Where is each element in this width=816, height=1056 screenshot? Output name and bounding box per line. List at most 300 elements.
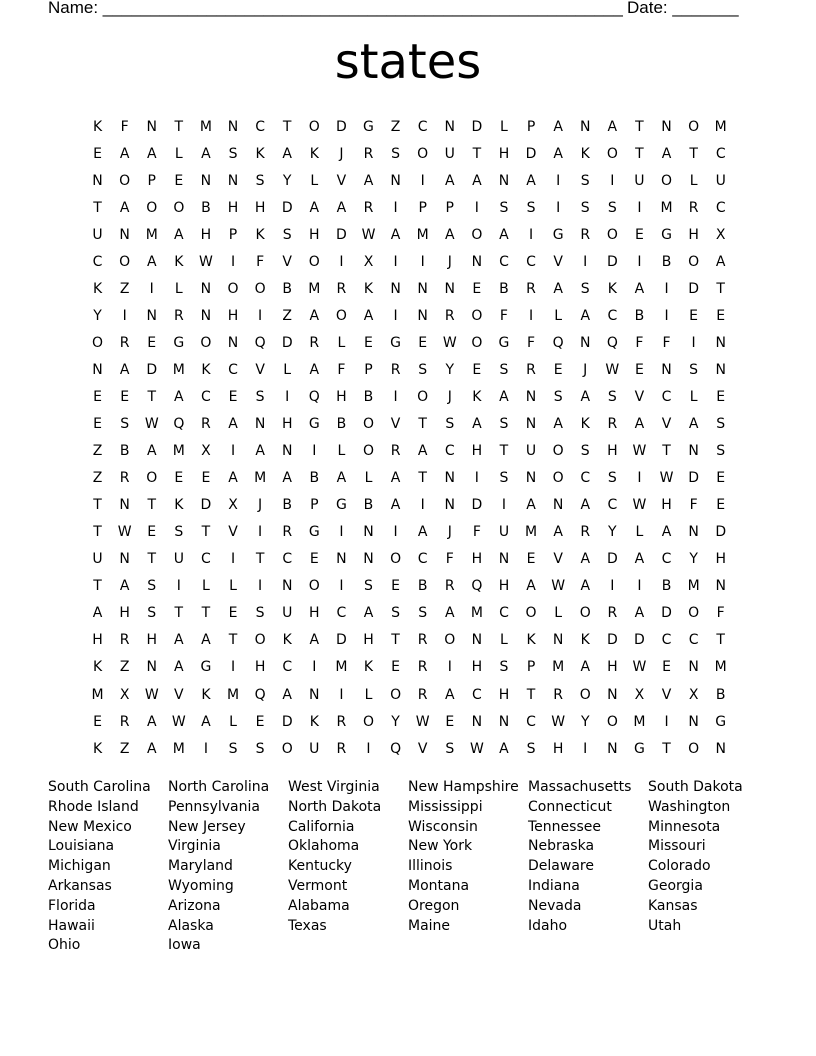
word-bank-item: North Dakota	[288, 798, 382, 815]
grid-letter: M	[687, 578, 700, 595]
grid-letter: B	[661, 253, 672, 270]
grid-letter: A	[119, 578, 130, 595]
grid-letter: H	[471, 443, 483, 460]
grid-letter: R	[417, 659, 428, 676]
grid-letter: A	[363, 307, 374, 324]
grid-letter: C	[499, 605, 509, 622]
grid-letter: P	[364, 361, 373, 378]
grid-letter: A	[336, 470, 347, 487]
grid-letter: C	[526, 713, 536, 730]
grid-letter: H	[200, 226, 212, 243]
grid-letter: G	[715, 713, 727, 730]
grid-letter: T	[391, 632, 400, 649]
grid-letter: A	[472, 172, 482, 189]
grid-letter: E	[418, 334, 428, 351]
grid-letter: A	[174, 659, 184, 676]
grid-letter: K	[92, 740, 103, 757]
grid-letter: V	[336, 172, 347, 189]
grid-letter: K	[282, 632, 292, 649]
grid-letter: O	[119, 172, 131, 189]
word-bank-item: Kentucky	[288, 858, 352, 875]
grid-letter: O	[471, 334, 483, 351]
grid-letter: X	[201, 443, 211, 460]
grid-letter: I	[610, 578, 615, 595]
grid-letter: I	[258, 307, 263, 324]
grid-letter: F	[499, 307, 508, 324]
grid-letter: D	[688, 470, 699, 487]
grid-letter: U	[282, 605, 293, 622]
grid-letter: A	[336, 199, 347, 216]
grid-letter: F	[635, 334, 644, 351]
grid-letter: T	[716, 280, 725, 297]
grid-letter: W	[117, 524, 132, 541]
grid-letter: N	[146, 659, 157, 676]
grid-letter: F	[445, 551, 454, 568]
grid-letter: I	[501, 497, 507, 514]
grid-letter: A	[282, 686, 292, 703]
letter-grid	[84, 113, 734, 762]
grid-letter: W	[171, 713, 186, 730]
grid-letter: T	[174, 118, 184, 135]
word-bank-item: South Dakota	[648, 779, 743, 795]
grid-letter: P	[228, 226, 238, 243]
grid-letter: N	[200, 307, 212, 324]
grid-letter: R	[119, 632, 130, 649]
grid-letter: D	[471, 118, 483, 135]
grid-letter: L	[337, 334, 346, 351]
grid-letter: D	[281, 713, 293, 730]
grid-letter: T	[93, 578, 102, 595]
grid-letter: O	[417, 388, 429, 405]
grid-letter: B	[661, 578, 672, 595]
grid-letter: E	[147, 524, 157, 541]
grid-letter: Q	[390, 740, 402, 757]
grid-letter: D	[471, 497, 483, 514]
grid-letter: A	[282, 145, 292, 162]
grid-letter: M	[525, 524, 538, 541]
grid-letter: E	[364, 334, 373, 351]
grid-letter: T	[201, 605, 211, 622]
grid-letter: H	[227, 307, 239, 324]
word-bank	[48, 778, 768, 956]
word-bank-item: Arkansas	[48, 877, 112, 894]
grid-letter: S	[255, 388, 265, 405]
grid-letter: N	[417, 307, 428, 324]
grid-letter: I	[420, 172, 425, 189]
grid-letter: P	[526, 659, 536, 676]
grid-letter: V	[661, 416, 672, 433]
grid-letter: D	[715, 524, 727, 541]
grid-letter: N	[444, 118, 455, 135]
grid-letter: I	[664, 307, 669, 324]
grid-letter: G	[200, 659, 212, 676]
grid-letter: E	[228, 605, 238, 622]
grid-letter: B	[119, 443, 130, 460]
grid-letter: E	[716, 470, 726, 487]
grid-letter: R	[417, 632, 428, 649]
word-bank-item: Florida	[48, 897, 96, 914]
grid-letter: I	[230, 551, 236, 568]
grid-letter: C	[444, 443, 455, 460]
grid-letter: O	[417, 145, 429, 162]
grid-letter: A	[174, 226, 184, 243]
grid-letter: K	[174, 253, 184, 270]
grid-letter: N	[444, 497, 455, 514]
grid-letter: R	[580, 524, 591, 541]
date-field-label: Date: _______	[627, 0, 739, 17]
grid-letter: N	[579, 334, 591, 351]
grid-letter: N	[715, 334, 726, 351]
grid-letter: A	[174, 388, 184, 405]
grid-letter: K	[201, 686, 211, 703]
grid-letter: M	[172, 443, 185, 460]
grid-letter: S	[716, 443, 726, 460]
grid-letter: L	[500, 632, 508, 649]
grid-letter: R	[553, 686, 563, 703]
grid-letter: P	[526, 118, 536, 135]
grid-letter: E	[120, 388, 130, 405]
grid-letter: W	[659, 470, 674, 487]
word-bank-item: Alaska	[168, 917, 214, 934]
grid-letter: T	[716, 632, 725, 649]
grid-letter: D	[336, 632, 347, 649]
grid-letter: N	[525, 388, 537, 405]
grid-letter: D	[336, 118, 347, 135]
grid-letter: I	[393, 307, 398, 324]
grid-letter: E	[716, 497, 726, 514]
grid-letter: I	[393, 388, 398, 405]
grid-letter: E	[634, 361, 644, 378]
grid-letter: N	[363, 524, 374, 541]
grid-letter: O	[200, 334, 212, 351]
grid-letter: U	[444, 145, 455, 162]
grid-letter: N	[200, 172, 212, 189]
grid-letter: J	[447, 253, 452, 270]
grid-letter: E	[553, 361, 563, 378]
grid-letter: H	[309, 226, 320, 243]
grid-letter: T	[472, 145, 482, 162]
grid-letter: C	[607, 307, 618, 324]
word-bank-item: Georgia	[648, 877, 703, 894]
grid-letter: T	[147, 388, 157, 405]
grid-letter: F	[527, 334, 536, 351]
grid-letter: M	[172, 361, 185, 378]
grid-letter: W	[144, 416, 159, 433]
grid-letter: B	[282, 497, 292, 514]
grid-letter: I	[664, 280, 669, 297]
grid-letter: L	[202, 578, 210, 595]
grid-letter: G	[308, 524, 320, 541]
word-bank-item: New Jersey	[168, 818, 246, 835]
grid-letter: T	[147, 497, 157, 514]
grid-letter: H	[92, 632, 103, 649]
grid-letter: C	[282, 551, 293, 568]
grid-letter: H	[119, 605, 130, 622]
grid-letter: Y	[93, 307, 102, 324]
grid-letter: F	[256, 253, 265, 270]
grid-letter: D	[606, 551, 618, 568]
grid-letter: E	[228, 388, 238, 405]
grid-letter: A	[390, 470, 401, 487]
grid-letter: Y	[608, 524, 617, 541]
grid-letter: M	[714, 659, 727, 676]
grid-letter: B	[715, 686, 726, 703]
grid-letter: N	[471, 253, 483, 270]
grid-letter: Q	[308, 388, 320, 405]
grid-letter: A	[580, 497, 591, 514]
grid-letter: S	[418, 361, 428, 378]
grid-letter: M	[226, 686, 240, 703]
word-bank-item: Wisconsin	[408, 818, 478, 835]
grid-letter: O	[688, 118, 700, 135]
grid-letter: S	[526, 740, 536, 757]
grid-letter: M	[254, 470, 267, 487]
grid-letter: E	[526, 551, 536, 568]
grid-letter: S	[120, 416, 130, 433]
grid-letter: X	[634, 686, 645, 703]
grid-letter: C	[336, 605, 347, 622]
grid-letter: Z	[282, 307, 292, 324]
grid-letter: S	[147, 578, 157, 595]
grid-letter: P	[147, 172, 156, 189]
grid-letter: O	[362, 443, 374, 460]
grid-letter: A	[580, 551, 591, 568]
grid-letter: W	[605, 361, 620, 378]
grid-letter: Q	[254, 686, 266, 703]
grid-letter: G	[363, 118, 374, 135]
grid-letter: V	[390, 416, 401, 433]
grid-letter: G	[308, 416, 320, 433]
grid-letter: N	[715, 740, 726, 757]
grid-letter: N	[688, 524, 699, 541]
grid-letter: T	[662, 443, 671, 460]
grid-letter: I	[339, 578, 344, 595]
grid-letter: O	[688, 740, 700, 757]
grid-letter: D	[146, 361, 158, 378]
grid-letter: I	[610, 172, 615, 189]
grid-letter: I	[637, 578, 642, 595]
grid-letter: A	[580, 388, 591, 405]
grid-letter: I	[583, 253, 588, 270]
grid-letter: O	[688, 253, 700, 270]
grid-letter: S	[716, 416, 726, 433]
grid-letter: I	[230, 253, 236, 270]
word-bank-item: Maine	[408, 917, 451, 934]
grid-letter: K	[607, 280, 617, 297]
grid-letter: H	[281, 416, 293, 433]
grid-letter: B	[634, 307, 645, 324]
grid-letter: C	[607, 497, 618, 514]
grid-letter: A	[526, 578, 536, 595]
grid-letter: N	[444, 280, 455, 297]
grid-letter: I	[339, 686, 344, 703]
grid-letter: N	[146, 307, 157, 324]
grid-letter: M	[552, 659, 565, 676]
grid-letter: T	[418, 470, 427, 487]
grid-letter: B	[282, 280, 292, 297]
grid-letter: S	[282, 226, 292, 243]
grid-letter: D	[634, 632, 645, 649]
grid-letter: S	[418, 605, 428, 622]
grid-letter: G	[552, 226, 564, 243]
grid-letter: U	[498, 524, 510, 541]
word-bank-item: Nebraska	[528, 838, 595, 855]
grid-letter: J	[447, 388, 452, 405]
grid-letter: A	[201, 145, 211, 162]
grid-letter: S	[499, 470, 509, 487]
grid-letter: W	[469, 740, 484, 757]
grid-letter: V	[417, 740, 428, 757]
grid-letter: A	[580, 307, 591, 324]
grid-letter: H	[471, 659, 483, 676]
grid-letter: E	[93, 416, 102, 433]
grid-letter: L	[554, 605, 563, 622]
grid-letter: N	[390, 280, 401, 297]
grid-letter: H	[146, 632, 157, 649]
grid-letter: N	[498, 713, 510, 730]
grid-letter: A	[634, 280, 645, 297]
grid-letter: S	[580, 443, 590, 460]
grid-letter: O	[92, 334, 104, 351]
grid-letter: A	[309, 361, 320, 378]
grid-letter: C	[255, 118, 265, 135]
grid-letter: I	[420, 497, 425, 514]
grid-letter: M	[145, 226, 158, 243]
grid-letter: P	[445, 199, 454, 216]
grid-letter: A	[444, 226, 455, 243]
grid-letter: S	[255, 740, 265, 757]
grid-letter: I	[637, 253, 642, 270]
grid-letter: E	[472, 280, 482, 297]
grid-letter: M	[660, 199, 673, 216]
grid-letter: A	[634, 551, 645, 568]
grid-letter: K	[201, 361, 211, 378]
word-bank-item: Indiana	[528, 877, 580, 894]
grid-letter: B	[363, 388, 374, 405]
grid-letter: T	[418, 416, 427, 433]
grid-letter: O	[227, 280, 239, 297]
grid-letter: N	[92, 172, 103, 189]
grid-letter: M	[172, 740, 185, 757]
word-bank-item: Tennessee	[528, 818, 601, 835]
grid-letter: N	[688, 443, 699, 460]
grid-letter: T	[282, 118, 292, 135]
grid-letter: A	[499, 740, 509, 757]
grid-letter: A	[553, 524, 563, 541]
grid-letter: N	[119, 226, 130, 243]
grid-letter: O	[146, 199, 158, 216]
grid-letter: C	[417, 551, 428, 568]
grid-letter: X	[688, 686, 699, 703]
grid-letter: A	[119, 361, 130, 378]
grid-letter: K	[255, 145, 265, 162]
word-bank-item: Vermont	[288, 877, 348, 894]
grid-letter: S	[499, 199, 509, 216]
grid-letter: R	[390, 443, 401, 460]
grid-letter: K	[92, 280, 103, 297]
grid-letter: G	[390, 334, 401, 351]
grid-letter: A	[201, 713, 211, 730]
grid-letter: N	[227, 172, 239, 189]
grid-letter: D	[688, 280, 699, 297]
grid-letter: B	[309, 470, 320, 487]
grid-letter: N	[552, 497, 564, 514]
grid-letter: V	[661, 686, 672, 703]
word-bank-item: West Virginia	[288, 779, 380, 795]
page-title: states	[334, 34, 482, 90]
grid-letter: A	[228, 470, 238, 487]
grid-letter: F	[120, 118, 129, 135]
grid-letter: A	[499, 226, 509, 243]
grid-letter: A	[553, 145, 563, 162]
grid-letter: Z	[119, 280, 130, 297]
grid-letter: Q	[606, 334, 618, 351]
grid-letter: G	[335, 497, 347, 514]
grid-letter: R	[336, 713, 347, 730]
grid-letter: S	[553, 388, 563, 405]
grid-letter: X	[228, 497, 238, 514]
grid-letter: E	[391, 659, 400, 676]
grid-letter: A	[390, 497, 401, 514]
grid-letter: O	[579, 686, 591, 703]
grid-letter: H	[498, 145, 510, 162]
word-bank-item: Utah	[648, 917, 682, 934]
grid-letter: B	[336, 416, 347, 433]
grid-letter: A	[146, 253, 157, 270]
grid-letter: A	[228, 416, 238, 433]
grid-letter: O	[390, 551, 402, 568]
grid-letter: V	[255, 361, 265, 378]
grid-letter: D	[281, 199, 293, 216]
grid-letter: S	[174, 524, 184, 541]
word-bank-item: Illinois	[408, 858, 453, 875]
grid-letter: R	[119, 334, 130, 351]
grid-letter: H	[309, 605, 320, 622]
grid-letter: I	[339, 524, 344, 541]
grid-letter: N	[579, 118, 591, 135]
grid-letter: A	[607, 118, 618, 135]
grid-letter: V	[553, 253, 563, 270]
grid-letter: R	[309, 334, 320, 351]
word-bank-item: Kansas	[648, 897, 698, 914]
grid-letter: W	[144, 686, 159, 703]
grid-letter: C	[580, 470, 591, 487]
grid-letter: N	[119, 551, 130, 568]
grid-letter: K	[309, 145, 319, 162]
grid-letter: T	[689, 145, 698, 162]
grid-letter: A	[309, 307, 320, 324]
grid-letter: S	[689, 361, 699, 378]
grid-letter: A	[553, 118, 563, 135]
grid-letter: W	[632, 497, 647, 514]
grid-letter: K	[174, 497, 184, 514]
grid-letter: R	[363, 199, 374, 216]
grid-letter: A	[119, 145, 130, 162]
word-bank-item: New York	[408, 838, 473, 855]
grid-letter: L	[229, 713, 237, 730]
grid-letter: S	[255, 172, 265, 189]
grid-letter: S	[499, 416, 509, 433]
grid-letter: A	[146, 713, 157, 730]
grid-letter: N	[281, 578, 293, 595]
grid-letter: N	[715, 578, 726, 595]
grid-letter: R	[336, 280, 347, 297]
grid-letter: I	[447, 659, 452, 676]
grid-letter: E	[147, 334, 157, 351]
grid-letter: I	[393, 253, 398, 270]
grid-letter: A	[119, 199, 130, 216]
grid-letter: A	[363, 605, 374, 622]
